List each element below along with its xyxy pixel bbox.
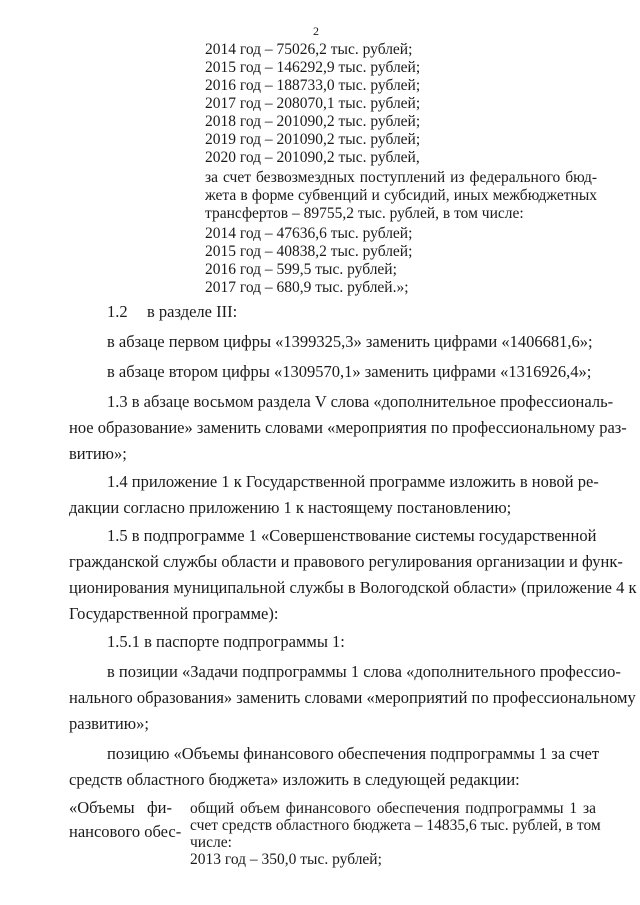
federal-line-2: жета в форме субвенций и субсидий, иных межбюджетных: [205, 187, 597, 204]
section-1-5-line-4: Государственной программе):: [69, 604, 279, 623]
table-right-line-2: счет средств областного бюджета – 14835,6 тыс. рублей, в том: [190, 817, 601, 834]
page-number: 2: [313, 24, 319, 38]
section-1-3-line-3: витию»;: [69, 444, 127, 463]
year-line-2015: 2015 год – 146292,9 тыс. рублей;: [205, 59, 421, 76]
section-1-4-line-2: дакции согласно приложению 1 к настоящему постановлению;: [69, 498, 512, 517]
section-1-2-line-1: в абзаце первом цифры «1399325,3» заменить цифрами «1406681,6»;: [107, 332, 593, 351]
year-line-2020: 2020 год – 201090,2 тыс. рублей,: [205, 149, 420, 166]
section-1-2-line-2: в абзаце втором цифры «1309570,1» заменить цифрами «1316926,4»;: [107, 362, 592, 381]
section-1-5-1-p1-line-1: в позиции «Задачи подпрограммы 1 слова «дополнительного профессио-: [107, 662, 621, 681]
section-1-5-line-3: ционирования муниципальной службы в Вологодской области» (приложение 4 к: [69, 578, 637, 597]
section-1-4-line-1: 1.4 приложение 1 к Государственной программе изложить в новой ре-: [107, 472, 599, 491]
table-right-line-4: 2013 год – 350,0 тыс. рублей;: [190, 851, 382, 868]
federal-year-2017: 2017 год – 680,9 тыс. рублей.»;: [205, 279, 409, 296]
section-1-5-1-p1-line-3: развитию»;: [69, 714, 149, 733]
year-line-2014: 2014 год – 75026,2 тыс. рублей;: [205, 41, 413, 58]
federal-line-3: трансфертов – 89755,2 тыс. рублей, в том числе:: [205, 205, 524, 222]
section-1-5-line-1: 1.5 в подпрограмме 1 «Совершенствование системы государственной: [107, 526, 597, 545]
year-line-2017: 2017 год – 208070,1 тыс. рублей;: [205, 95, 421, 112]
federal-year-2014: 2014 год – 47636,6 тыс. рублей;: [205, 225, 413, 242]
year-line-2016: 2016 год – 188733,0 тыс. рублей;: [205, 77, 421, 94]
section-1-5-1-heading: 1.5.1 в паспорте подпрограммы 1:: [107, 632, 345, 651]
year-line-2018: 2018 год – 201090,2 тыс. рублей;: [205, 113, 421, 130]
table-right-line-1: общий объем финансового обеспечения подпрограммы 1 за: [190, 800, 596, 817]
section-number-1-2: 1.2: [107, 302, 128, 321]
section-1-3-line-1: 1.3 в абзаце восьмом раздела V слова «дополнительное профессиональ-: [107, 392, 614, 411]
section-1-5-line-2: гражданской службы области и правового регулирования организации и функ-: [69, 552, 623, 571]
table-left-line-1: «Объемы фи-: [69, 798, 172, 817]
section-1-2-heading: в разделе III:: [147, 302, 238, 321]
federal-year-2015: 2015 год – 40838,2 тыс. рублей;: [205, 243, 413, 260]
table-left-line-2: нансового обес-: [69, 822, 182, 841]
year-line-2019: 2019 год – 201090,2 тыс. рублей;: [205, 131, 421, 148]
federal-year-2016: 2016 год – 599,5 тыс. рублей;: [205, 261, 397, 278]
federal-line-1: за счет безвозмездных поступлений из федерального бюд-: [205, 169, 597, 186]
section-1-5-1-p1-line-2: нального образования» заменить словами «мероприятий по профессиональному: [69, 688, 636, 707]
table-right-line-3: числе:: [190, 834, 232, 851]
section-1-5-1-p2-line-1: позицию «Объемы финансового обеспечения подпрограммы 1 за счет: [107, 744, 600, 763]
section-1-5-1-p2-line-2: средств областного бюджета» изложить в следующей редакции:: [69, 770, 520, 789]
section-1-3-line-2: ное образование» заменить словами «мероприятия по профессиональному раз-: [69, 418, 627, 437]
